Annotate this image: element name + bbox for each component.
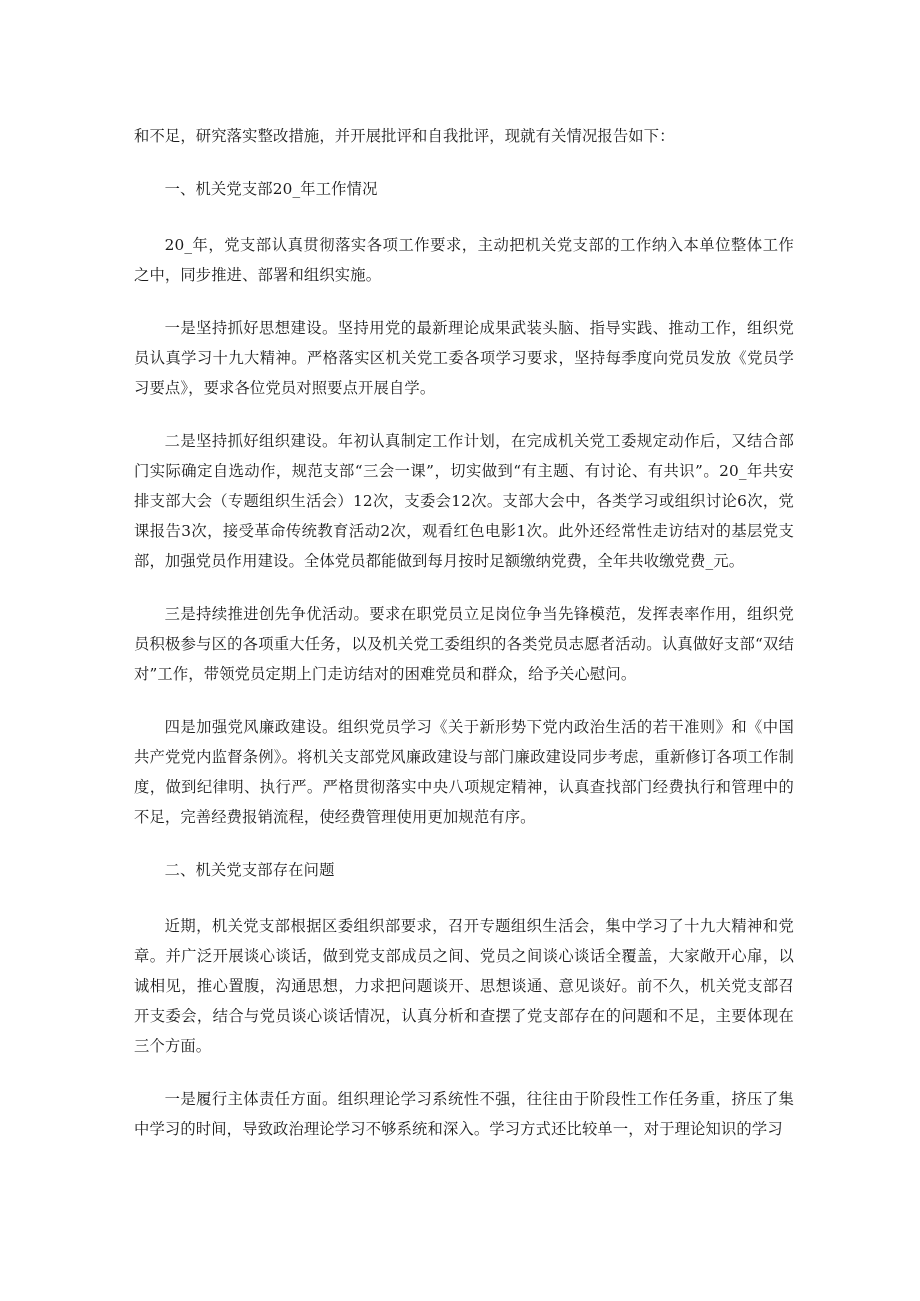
section-heading-problems: 二、机关党支部存在问题 bbox=[164, 861, 335, 879]
paragraph-continuation: 和不足，研究落实整改措施，并开展批评和自我批评，现就有关情况报告如下： bbox=[134, 127, 675, 145]
paragraph-integrity-building: 四是加强党风廉政建设。组织党员学习《关于新形势下党内政治生活的若干准则》和《中国共产党党内监督条例》。将机关支部党风廉政建设与部门廉政建设同步考虑，重新修订各项工作制度，做到纪律明、执行严。严格贯彻落实中央八项规定精神，认真查找部门经费执行和管理中的不足，完善经费报销流程，使经费管理使用更加规范有序。 bbox=[134, 718, 794, 826]
paragraph-overview: 20_年，党支部认真贯彻落实各项工作要求，主动把机关党支部的工作纳入本单位整体工作之中，同步推进、部署和组织实施。 bbox=[134, 236, 794, 284]
paragraph-recent-meeting: 近期，机关党支部根据区委组织部要求，召开专题组织生活会，集中学习了十九大精神和党章。并广泛开展谈心谈话，做到党支部成员之间、党员之间谈心谈话全覆盖，大家敞开心扉，以诚相见，推心置腹，沟通思想，力求把问题谈开、思想谈通、意见谈好。前不久，机关党支部召开支委会，结合与党员谈心谈话情况，认真分析和查摆了党支部存在的问题和不足，主要体现在三个方面。 bbox=[134, 917, 794, 1055]
section-heading-work-situation: 一、机关党支部20_年工作情况 bbox=[164, 180, 378, 198]
paragraph-ideological-building: 一是坚持抓好思想建设。坚持用党的最新理论成果武装头脑、指导实践、推动工作，组织党员认真学习十九大精神。严格落实区机关党工委各项学习要求，坚持每季度向党员发放《党员学习要点》，要求各位党员对照要点开展自学。 bbox=[134, 319, 794, 397]
document-body bbox=[134, 121, 794, 1167]
paragraph-organizational-building: 二是坚持抓好组织建设。年初认真制定工作计划，在完成机关党工委规定动作后，又结合部门实际确定自选动作，规范支部“三会一课”，切实做到“有主题、有讨论、有共识”。20_年共安排支部大会（专题组织生活会）12次，支委会12次。支部大会中，各类学习或组织讨论6次，党课报告3次，接受革命传统教育活动2次，观看红色电影1次。此外还经常性走访结对的基层党支部，加强党员作用建设。全体党员都能做到每月按时足额缴纳党费，全年共收缴党费_元。 bbox=[134, 432, 794, 570]
paragraph-responsibility-issues: 一是履行主体责任方面。组织理论学习系统性不强，往往由于阶段性工作任务重，挤压了集中学习的时间，导致政治理论学习不够系统和深入。学习方式还比较单一，对于理论知识的学习 bbox=[134, 1090, 794, 1138]
paragraph-excellence-activities: 三是持续推进创先争优活动。要求在职党员立足岗位争当先锋模范，发挥表率作用，组织党员积极参与区的各项重大任务，以及机关党工委组织的各类党员志愿者活动。认真做好支部“双结对”工作，带领党员定期上门走访结对的困难党员和群众，给予关心慰问。 bbox=[134, 605, 794, 683]
